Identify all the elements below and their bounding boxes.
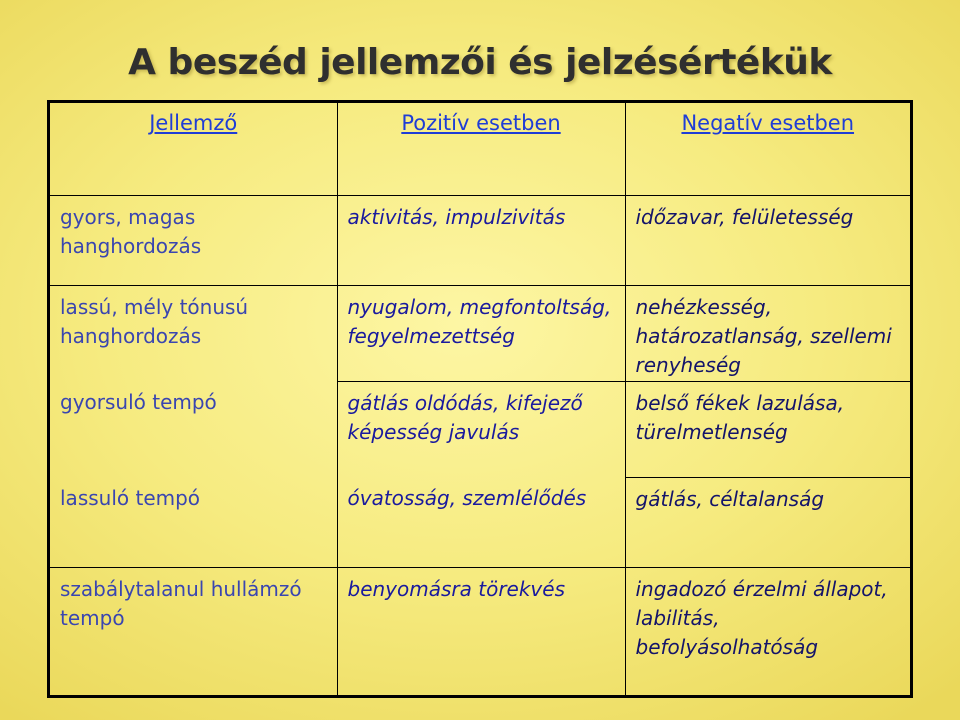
negative-cell: időzavar, felületesség bbox=[625, 195, 910, 285]
negative-cell: gátlás, céltalanság bbox=[625, 477, 910, 567]
positive-cell: benyomásra törekvés bbox=[337, 567, 625, 695]
negative-cell: belső fékek lazulása, türelmetlenség bbox=[625, 381, 910, 477]
characteristic-cell: gyorsuló tempó bbox=[50, 381, 337, 477]
positive-cell: óvatosság, szemlélődés bbox=[337, 477, 625, 567]
header-cell-characteristic bbox=[50, 103, 337, 195]
negative-cell: nehézkesség, határozatlanság, szellemi renyheség bbox=[625, 285, 910, 381]
characteristic-cell: szabálytalanul hullámzó tempó bbox=[50, 567, 337, 695]
characteristic-cell: gyors, magas hanghordozás bbox=[50, 195, 337, 285]
slide-title: A beszéd jellemzői és jelzésértékük bbox=[128, 42, 832, 83]
header-link-characteristic[interactable]: Jellemző bbox=[149, 111, 238, 135]
negative-cell: ingadozó érzelmi állapot, labilitás, befolyásolhatóság bbox=[625, 567, 910, 695]
table-row bbox=[50, 477, 910, 567]
table-row bbox=[50, 567, 910, 695]
positive-cell: aktivitás, impulzivitás bbox=[337, 195, 625, 285]
table-header-row bbox=[50, 103, 910, 195]
table-row bbox=[50, 381, 910, 477]
positive-cell: gátlás oldódás, kifejező képesség javulás bbox=[337, 381, 625, 477]
header-cell-positive bbox=[337, 103, 625, 195]
header-link-negative[interactable]: Negatív esetben bbox=[681, 111, 855, 135]
characteristic-cell: lassú, mély tónusú hanghordozás bbox=[50, 285, 337, 381]
positive-cell: nyugalom, megfontoltság, fegyelmezettség bbox=[337, 285, 625, 381]
header-link-positive[interactable]: Pozitív esetben bbox=[401, 111, 561, 135]
table-row bbox=[50, 195, 910, 285]
characteristics-table bbox=[47, 100, 913, 698]
characteristic-cell: lassuló tempó bbox=[50, 477, 337, 567]
table-row bbox=[50, 285, 910, 381]
header-cell-negative bbox=[625, 103, 910, 195]
